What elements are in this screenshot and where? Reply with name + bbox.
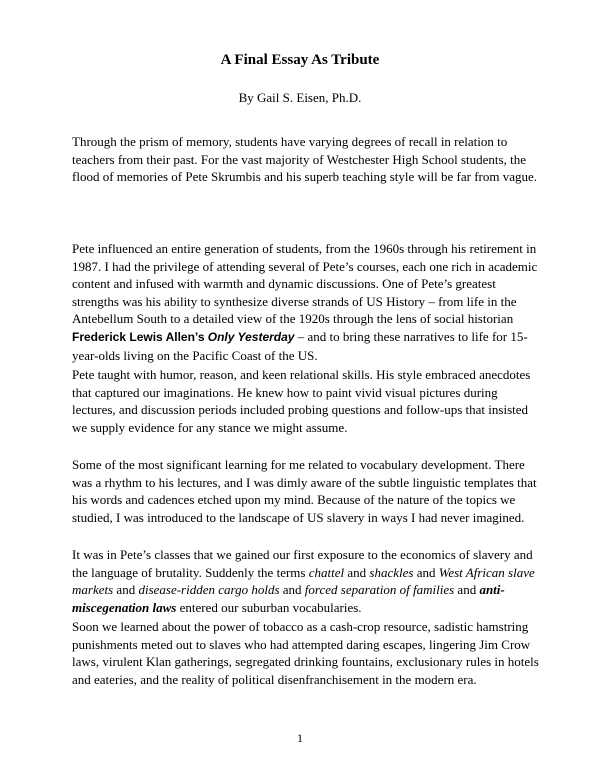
- author-byline: By Gail S. Eisen, Ph.D.: [238, 90, 362, 105]
- term-forced-separation: forced separation of families: [304, 582, 455, 598]
- paragraph-3: Pete taught with humor, reason, and keen relational skills. His style embraced anecdotes that captured our imaginations. He knew how to paint vivid visual pictures during lectures, and discussion periods included probing questions and follow-ups that insisted we supply evidence for any stance we might assume.: [72, 367, 531, 435]
- conjunction: and: [279, 582, 305, 598]
- conjunction: and: [454, 582, 480, 598]
- term-slave-markets: West African slave markets: [72, 564, 535, 598]
- paragraph-1: Through the prism of memory, students have varying degrees of recall in relation to teachers from their past. For the vast majority of Westchester High School students, the flood of memories of Pete Skrumbis and his superb teaching style will be far from vague.: [72, 134, 538, 185]
- conjunction: and: [344, 564, 370, 580]
- paragraph-4: Some of the most significant learning for me related to vocabulary development. There was a rhythm to his lectures, and I was dimly aware of the subtle linguistic templates that his words and cadences etched upon my mind. Because of the nature of the topics we studied, I was introduced to the landscape of US slavery in ways I had never imagined.: [72, 457, 537, 525]
- paragraph-5-text-start: It was in Pete’s classes that we gained our first exposure to the economics of slavery and the language of brutality. Suddenly the terms: [72, 547, 533, 580]
- paragraph-5-text-end: entered our suburban vocabularies.: [176, 599, 362, 615]
- paragraph-2-text-after: – and to bring these narratives to life for 15-year-olds living on the Pacific Coast of the US.: [72, 328, 528, 363]
- conjunction: and: [413, 564, 439, 580]
- term-cargo-holds: disease-ridden cargo holds: [138, 582, 280, 598]
- book-title: Only Yesterday: [207, 329, 295, 344]
- paragraph-2: [72, 240, 542, 364]
- term-anti-miscegenation-laws: anti-miscegenation laws: [72, 582, 505, 615]
- paragraph-6: Soon we learned about the power of tobacco as a cash-crop resource, sadistic hamstring punishments meted out to slaves who had attempted daring escapes, lingering Jim Crow laws, virulent Klan gatherings, segregated drinking fountains, exclusionary rules in hotels and eateries, and the reality of political disenfranchisement in the modern era.: [72, 619, 539, 687]
- document-title: A Final Essay As Tribute: [220, 52, 380, 68]
- paragraph-5: [72, 546, 542, 616]
- conjunction: and: [113, 582, 139, 598]
- paragraph-2-text-before: Pete influenced an entire generation of students, from the 1960s through his retirement in 1987. I had the privilege of attending several of Pete’s courses, each one rich in academic content and infused with warmth and dynamic discussions. One of Pete’s greatest strengths was his ability to synthesize diverse strands of US History – from life in the Antebellum South to a detailed view of the 1920s through the lens of social historian: [72, 241, 538, 327]
- page-number: 1: [297, 731, 303, 745]
- author-reference: Frederick Lewis Allen’s: [72, 329, 205, 344]
- term-chattel: chattel: [308, 564, 345, 580]
- term-shackles: shackles: [369, 564, 414, 580]
